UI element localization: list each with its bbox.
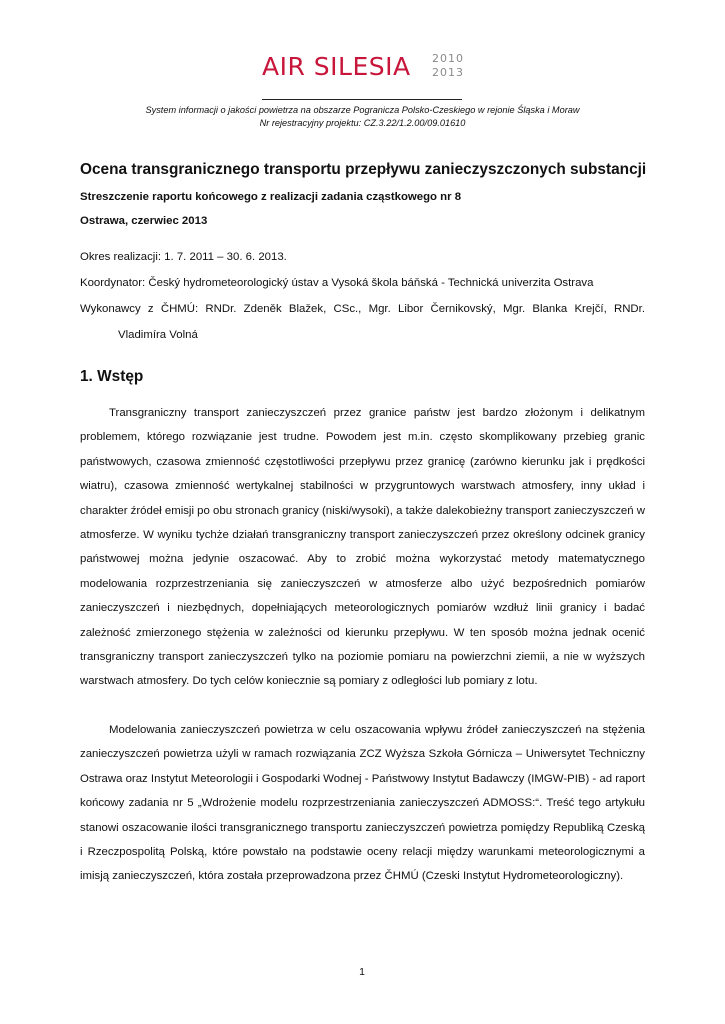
intro-paragraph-1 <box>80 401 645 694</box>
air-silesia-logo <box>262 52 472 86</box>
document-subtitle: Streszczenie raportu końcowego z realizacji zadania cząstkowego nr 8 <box>80 191 462 203</box>
place-date: Ostrawa, czerwiec 2013 <box>80 215 208 227</box>
registration-number: Nr rejestracyjny projektu: CZ.3.22/1.2.00/09.01610 <box>259 118 466 128</box>
intro-paragraph-2 <box>80 718 645 889</box>
logo-year-start: 2010 <box>432 52 464 65</box>
paragraph-1-text: Transgraniczny transport zanieczyszczeń przez granice państw jest bardzo złożonym i delikatnym problemem, którego rozwiązanie jest trudne. Powodem jest m.in. często skomplikowany przebieg granic państwowych, czasowa zmienność częstotliwości przepływu przez granicę (zarówno kierunku jak i prędkości wiatru), czasowa zmienność wertykalnej stabilności w przygruntowych warstwach atmosfery, inny układ i charakter źródeł emisji po obu stronach granicy (niski/wysoki), a także dalekobieżny transport zanieczyszczeń w atmosferze. W wyniku tychże działań transgraniczny transport zanieczyszczeń przez określony odcinek granicy państwowej można jedynie oszacować. Aby to zrobić można wykorzystać metody matematycznego modelowania rozprzestrzeniania się zanieczyszczeń w atmosferze albo użyć bezpośrednich pomiarów zanieczyszczeń i niezbędnych, dopełniających meteorologicznych pomiarów wzdłuż linii granicy i badać zależność zmierzonego stężenia w zależności od kierunku przepływu. W ten sposób można jednak ocenić transgraniczny transport zanieczyszczeń tylko na poziomie pomiaru na powierzchni ziemii, a nie w wyższych warstwach atmosfery. Do tych celów koniecznie są pomiary z odległości lub pomiary z lotu. <box>80 407 645 688</box>
page-number: 1 <box>359 966 365 978</box>
logo-years <box>432 52 464 80</box>
paragraph-2-text: Modelowania zanieczyszczeń powietrza w celu oszacowania wpływu źródeł zanieczyszczeń na stężenia zanieczyszczeń powietrza użyli w ramach rozwiązania ZCZ Wyższa Szkoła Górnicza – Uniwersytet Techniczny Ostrawa oraz Instytut Meteorologii i Gospodarki Wodnej - Państwowy Instytut Badawczy (IMGW-PIB) - ad raport końcowy zadania nr 5 „Wdrożenie modelu rozprzestrzeniania zanieczyszczeń ADMOSS:“. Treść tego artykułu stanowi oszacowanie ilości transgranicznego transportu zanieczyszczeń powietrza pomiędzy Republiką Czeską i Rzeczpospolitą Polską, które powstało na podstawie oceny relacji między warunkami meteorologicznymi a imisją zanieczyszczeń, która została przeprowadzona przez ČHMÚ (Czeski Instytut Hydrometeorologiczny). <box>80 724 645 883</box>
logo-name: AIR SILESIA <box>262 52 411 81</box>
header-divider <box>262 99 462 100</box>
logo-year-end: 2013 <box>432 66 464 79</box>
section-heading: 1. Wstęp <box>80 368 144 385</box>
header-info <box>80 104 645 130</box>
document-title: Ocena transgranicznego transportu przepływu zanieczyszczonych substancji <box>80 161 647 178</box>
contractors-line-2: Vladimíra Volná <box>118 329 198 341</box>
realization-period: Okres realizacji: 1. 7. 2011 – 30. 6. 2013. <box>80 251 287 263</box>
contractors-line-1: Wykonawcy z ČHMÚ: RNDr. Zdeněk Blažek, CSc., Mgr. Libor Černikovský, Mgr. Blanka Krejčí, RNDr. <box>80 303 645 315</box>
coordinator: Koordynator: Český hydrometeorologický ústav a Vysoká škola báňská - Technická univerzita Ostrava <box>80 277 594 289</box>
system-description: System informacji o jakości powietrza na obszarze Pogranicza Polsko-Czeskiego w rejonie Śląska i Moraw <box>145 105 580 115</box>
